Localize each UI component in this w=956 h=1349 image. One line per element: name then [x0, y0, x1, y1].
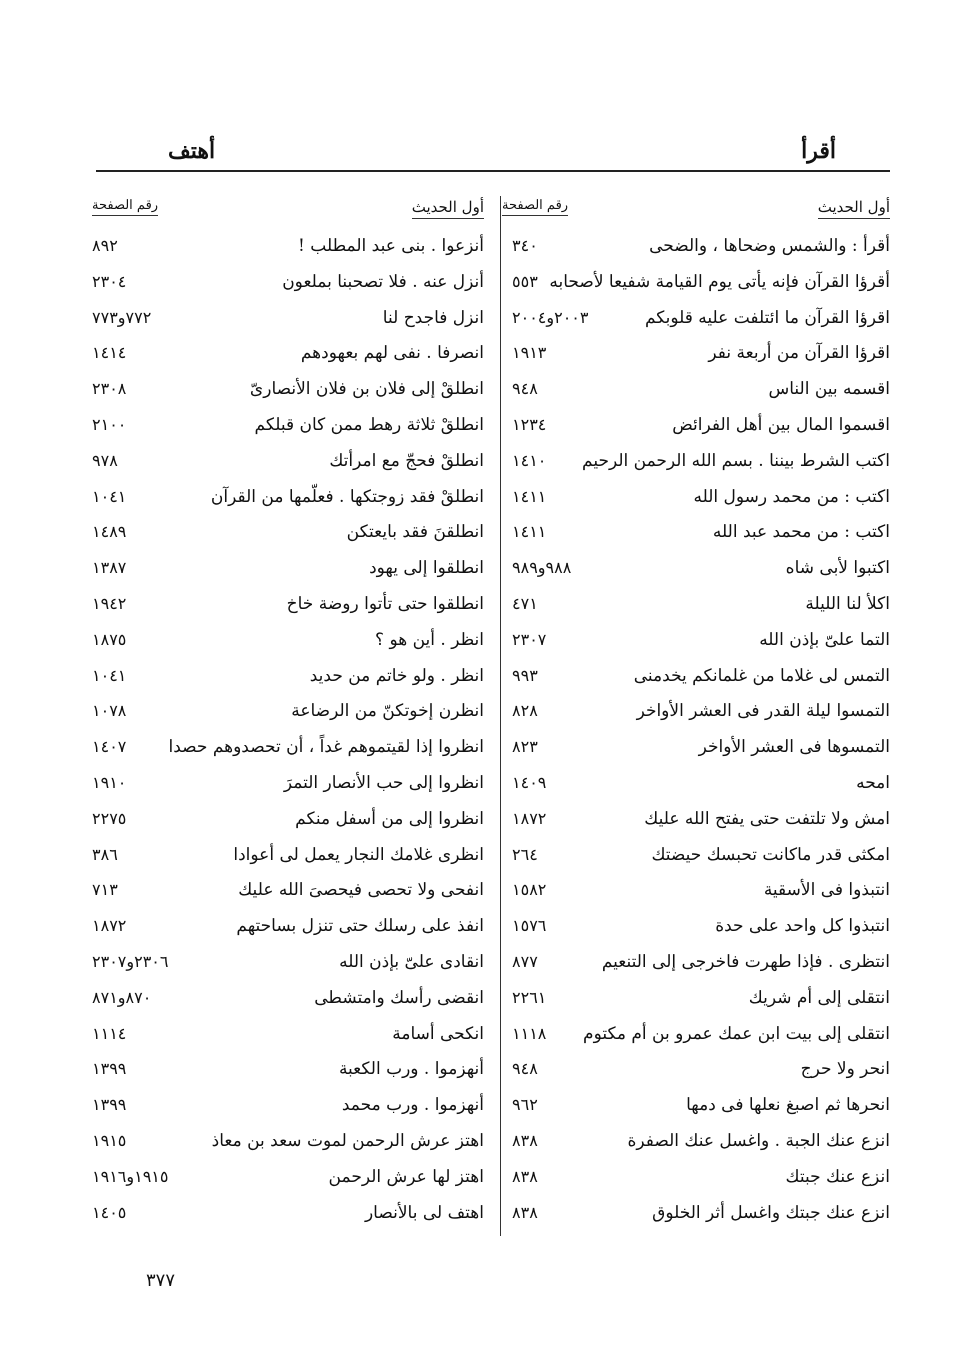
hadith-opening: انحرها ثم اصبغ نعلها فى دمها: [686, 1095, 890, 1116]
index-entry: [502, 514, 890, 550]
hadith-opening: انفذ على رسلك حتى تنزل بساحتهم: [236, 916, 484, 937]
page-reference: ١٢٣٤: [512, 414, 547, 434]
index-entry: [502, 550, 890, 586]
index-entry: [92, 622, 484, 658]
index-entry: [92, 335, 484, 371]
index-entry: [92, 300, 484, 336]
index-entry: [92, 1016, 484, 1052]
hadith-opening: انحر ولا حرج: [800, 1059, 890, 1080]
page-reference: ٢٣٠٧: [512, 629, 547, 649]
page-reference: ٣٨٦: [92, 844, 118, 864]
index-entry: [92, 908, 484, 944]
column-header-page: رقم الصفحة: [502, 198, 568, 216]
hadith-opening: التمسوا ليلة القدر فى العشر الأواخر: [636, 701, 890, 722]
header-rule: [96, 170, 890, 172]
page-reference: ١١١٨: [512, 1023, 547, 1043]
page-reference: ٩٤٨: [512, 379, 538, 399]
hadith-opening: انظروا إذا لقيتموهم غداً ، أن تحصدوهم حصدا: [168, 737, 484, 758]
page-reference: ٣٤٠: [512, 236, 538, 255]
index-entry: [92, 1087, 484, 1123]
hadith-opening: أنهزموا . ورب الكعبة: [338, 1059, 484, 1080]
page-reference: ٢٢٦١: [512, 987, 547, 1007]
hadith-opening: انتقلى إلى بيت ابن عمك عمرو بن أم مكتوم: [583, 1023, 890, 1044]
index-entry: [502, 335, 890, 371]
hadith-opening: أنهزموا . ورب محمد: [341, 1095, 484, 1116]
page-reference: ٧١٣: [92, 880, 118, 900]
page-reference: ١٨٧٢: [512, 808, 547, 828]
index-entry: [92, 514, 484, 550]
page-reference: ١٩١٥: [92, 1130, 127, 1150]
page-reference: ٩٩٣: [512, 665, 538, 685]
index-entry: [502, 622, 890, 658]
hadith-opening: انزع عنك جبتك واغسل أثر الخلوق: [652, 1202, 890, 1223]
index-entry: [502, 1051, 890, 1087]
hadith-opening: انصرفا . نفى لهم بعهودهم: [300, 343, 484, 364]
index-entry: [92, 586, 484, 622]
page-reference: ٢٦٤: [512, 844, 538, 864]
page-reference: ١٥٨٢: [512, 880, 547, 900]
hadith-opening: انطلقْ فحجّ مع امرأتك: [329, 450, 484, 471]
index-entry: [502, 407, 890, 443]
hadith-opening: انطلقوا حتى تأتوا روضة خاخ: [286, 593, 484, 614]
index-entry: [92, 980, 484, 1016]
index-entry: [502, 479, 890, 515]
page-reference: ١٤١٤: [92, 343, 127, 363]
column-divider: [500, 196, 501, 1236]
index-entry: [92, 765, 484, 801]
index-entry: [502, 371, 890, 407]
hadith-opening: اكتب الشرط بيننا . بسم الله الرحمن الرحيم: [582, 450, 890, 471]
page-number: ٣٧٧: [146, 1270, 176, 1291]
index-entry: [92, 944, 484, 980]
index-entry: [502, 1016, 890, 1052]
index-entry: [92, 228, 484, 264]
page-reference: ٨٧٧: [512, 951, 538, 971]
hadith-opening: انتظرى . فإذا طهرت فاخرجى إلى التنعيم: [601, 951, 890, 972]
page-reference: ٢٣٠٤: [92, 271, 127, 291]
page-reference: ١٣٩٩: [92, 1095, 127, 1115]
hadith-opening: انظرى غلامك النجار يعمل لى أعوادا: [233, 844, 484, 865]
hadith-opening: اهتز عرش الرحمن لموت سعد بن معاذ: [211, 1130, 484, 1151]
page-reference: ٩٤٨: [512, 1059, 538, 1079]
hadith-opening: اهتف لى بالأنصار: [364, 1202, 484, 1223]
hadith-opening: انظروا إلى من أسفل منكم: [295, 808, 484, 829]
index-entry: [92, 443, 484, 479]
index-entry: [502, 1195, 890, 1231]
index-column-left: [92, 196, 484, 1230]
hadith-opening: امش ولا تلتفت حتى يفتح الله عليك: [644, 808, 890, 829]
page-reference: ٩٦٢: [512, 1095, 538, 1115]
index-entry: [92, 837, 484, 873]
page-reference: ٨٢٨: [512, 701, 538, 721]
index-entry: [92, 801, 484, 837]
index-entry: [502, 1123, 890, 1159]
hadith-opening: انزع عنك الجبة . واغسل عنك الصفرة: [627, 1130, 890, 1151]
hadith-opening: انكحى أسامة: [392, 1023, 484, 1044]
page-reference: ٢١٠٠: [92, 414, 127, 434]
index-entry: [92, 550, 484, 586]
hadith-opening: انطلقْ فقد زوجتكها . فعلّمها من القرآن: [210, 486, 484, 507]
hadith-opening: انظروا إلى حب الأنصار التمرَ: [283, 772, 484, 793]
hadith-opening: انظرن إخوتكنّ من الرضاعة: [291, 701, 484, 722]
page-reference: ٨٣٨: [512, 1202, 538, 1222]
index-entry: [502, 872, 890, 908]
index-rows-right: [502, 228, 890, 1230]
index-entry: [502, 729, 890, 765]
index-entry: [502, 801, 890, 837]
column-header: [502, 196, 890, 228]
page-reference: ٤٧١: [512, 593, 538, 613]
page-reference: ٨٣٨: [512, 1166, 538, 1186]
hadith-opening: اقرؤا القرآن ما ائتلفت عليه قلوبكم: [644, 307, 890, 328]
hadith-opening: اكتب : من محمد عبد الله: [712, 522, 890, 543]
column-header-hadith: أول الحديث: [818, 198, 890, 219]
page-reference: ١٩١٣: [512, 343, 547, 363]
index-entry: [92, 479, 484, 515]
index-entry: [92, 1123, 484, 1159]
running-head-right: أقرأ: [801, 138, 836, 164]
hadith-opening: انزل فاجدح لنا: [382, 307, 484, 328]
hadith-opening: انزع عنك جبتك: [785, 1166, 890, 1187]
hadith-opening: انقادى علىّ بإذن الله: [339, 951, 484, 972]
hadith-opening: انتبذوا كل واحد على حدة: [715, 916, 890, 937]
index-entry: [92, 658, 484, 694]
page-reference: ٢٢٧٥: [92, 808, 127, 828]
hadith-opening: اهتز لها عرش الرحمن: [328, 1166, 484, 1187]
index-entry: [92, 407, 484, 443]
page-reference: ١٣٨٧: [92, 558, 127, 578]
hadith-opening: أقرؤا القرآن فإنه يأتى يوم القيامة شفيعا لأصحابه: [549, 271, 890, 292]
index-entry: [92, 264, 484, 300]
index-entry: [502, 765, 890, 801]
index-entry: [502, 300, 890, 336]
hadith-opening: انتبذوا فى الأسقية: [763, 880, 890, 901]
index-entry: [502, 228, 890, 264]
page-reference: ١٤٠٥: [92, 1202, 127, 1222]
index-entry: [502, 1159, 890, 1195]
index-entry: [92, 729, 484, 765]
page-reference: ١٩١٠: [92, 772, 127, 792]
page-reference: ٩٧٨: [92, 450, 118, 470]
hadith-opening: التمسوها فى العشر الأواخر: [698, 737, 890, 758]
index-entry: [502, 944, 890, 980]
page-reference: ١٤١١: [512, 486, 547, 506]
index-entry: [502, 1087, 890, 1123]
page-reference: ٩٨٨و٩٨٩: [512, 558, 572, 578]
index-entry: [502, 908, 890, 944]
page-reference: ١٨٧٢: [92, 916, 127, 936]
hadith-opening: اقسمه بين الناس: [768, 379, 890, 400]
index-entry: [502, 837, 890, 873]
running-head-left: أهتف: [168, 138, 216, 164]
hadith-opening: اكتبوا لأبى شاه: [785, 558, 890, 579]
hadith-opening: التما علىّ بإذن الله: [759, 629, 890, 650]
page-reference: ٥٥٣: [512, 271, 538, 291]
page-reference: ١٩١٥و١٩١٦: [92, 1166, 169, 1186]
page-reference: ٢٠٠٣و٢٠٠٤: [512, 307, 589, 327]
index-entry: [92, 872, 484, 908]
page-reference: ١٠٤١: [92, 665, 127, 685]
hadith-opening: انطلقْ ثلاثة رهط ممن كان قبلكم: [254, 414, 484, 435]
column-header-hadith: أول الحديث: [412, 198, 484, 219]
hadith-opening: أقرأ : والشمس وضحاها ، والضحى: [649, 236, 890, 256]
hadith-opening: انطلقْ إلى فلان بن فلان الأنصارىّ: [249, 379, 484, 400]
page-reference: ٨٧٠و٨٧١: [92, 987, 152, 1007]
index-entry: [502, 980, 890, 1016]
page-reference: ١٨٧٥: [92, 629, 127, 649]
hadith-opening: اكتب : من محمد رسول الله: [693, 486, 890, 507]
page-reference: ١٣٩٩: [92, 1059, 127, 1079]
hadith-opening: انطلقوا إلى يهود: [369, 558, 484, 579]
page-reference: ١٥٧٦: [512, 916, 547, 936]
index-entry: [502, 693, 890, 729]
hadith-opening: امكثى قدر ماكانت تحبسك حيضتك: [651, 844, 890, 865]
index-entry: [92, 1051, 484, 1087]
index-entry: [92, 371, 484, 407]
page-reference: ٢٣٠٨: [92, 379, 127, 399]
hadith-opening: انتقلى إلى أم شريك: [748, 987, 890, 1008]
hadith-opening: أنزعوا . بنى عبد المطلب !: [298, 236, 484, 256]
hadith-opening: اكلأ لنا الليلة: [805, 593, 890, 614]
hadith-opening: انفحى ولا تحصى فيحصىَ الله عليك: [238, 880, 484, 901]
hadith-opening: التمس لى غلاما من غلمانكم يخدمنى: [633, 665, 890, 686]
index-rows-left: [92, 228, 484, 1230]
page-reference: ١٤١١: [512, 522, 547, 542]
index-entry: [92, 693, 484, 729]
column-header-page: رقم الصفحة: [92, 198, 158, 216]
page-reference: ٢٣٠٦و٢٣٠٧: [92, 951, 169, 971]
page-reference: ١٠٤١: [92, 486, 127, 506]
page-reference: ١٤١٠: [512, 450, 547, 470]
hadith-opening: انطلقنَ فقد بايعتكن: [346, 522, 484, 543]
hadith-opening: اقسموا المال بين أهل الفرائض: [672, 414, 890, 435]
index-entry: [502, 658, 890, 694]
index-entry: [502, 443, 890, 479]
index-entry: [502, 586, 890, 622]
hadith-opening: اقرؤا القرآن من أربعة نفر: [708, 343, 890, 364]
column-header: [92, 196, 484, 228]
page-reference: ١٤٠٩: [512, 772, 547, 792]
page-reference: ٨٢٣: [512, 737, 538, 757]
hadith-opening: أنزل عنه . فلا تصحبنا بملعون: [282, 271, 484, 292]
index-entry: [92, 1159, 484, 1195]
page-reference: ١٤٠٧: [92, 737, 127, 757]
index-entry: [92, 1195, 484, 1231]
hadith-opening: انظر . ولو خاتم من حديد: [309, 665, 484, 686]
page-reference: ١٠٧٨: [92, 701, 127, 721]
page-reference: ١٤٨٩: [92, 522, 127, 542]
page-reference: ٨٣٨: [512, 1130, 538, 1150]
page-reference: ٧٧٢و٧٧٣: [92, 307, 152, 327]
index-entry: [502, 264, 890, 300]
page-reference: ٨٩٢: [92, 236, 118, 255]
hadith-opening: امحه: [856, 772, 890, 793]
hadith-opening: انقضى رأسك وامتشطى: [314, 987, 484, 1008]
page-reference: ١٩٤٢: [92, 593, 127, 613]
hadith-opening: انظر . أين هو ؟: [375, 629, 484, 650]
page-reference: ١١١٤: [92, 1023, 127, 1043]
index-column-right: [502, 196, 890, 1230]
